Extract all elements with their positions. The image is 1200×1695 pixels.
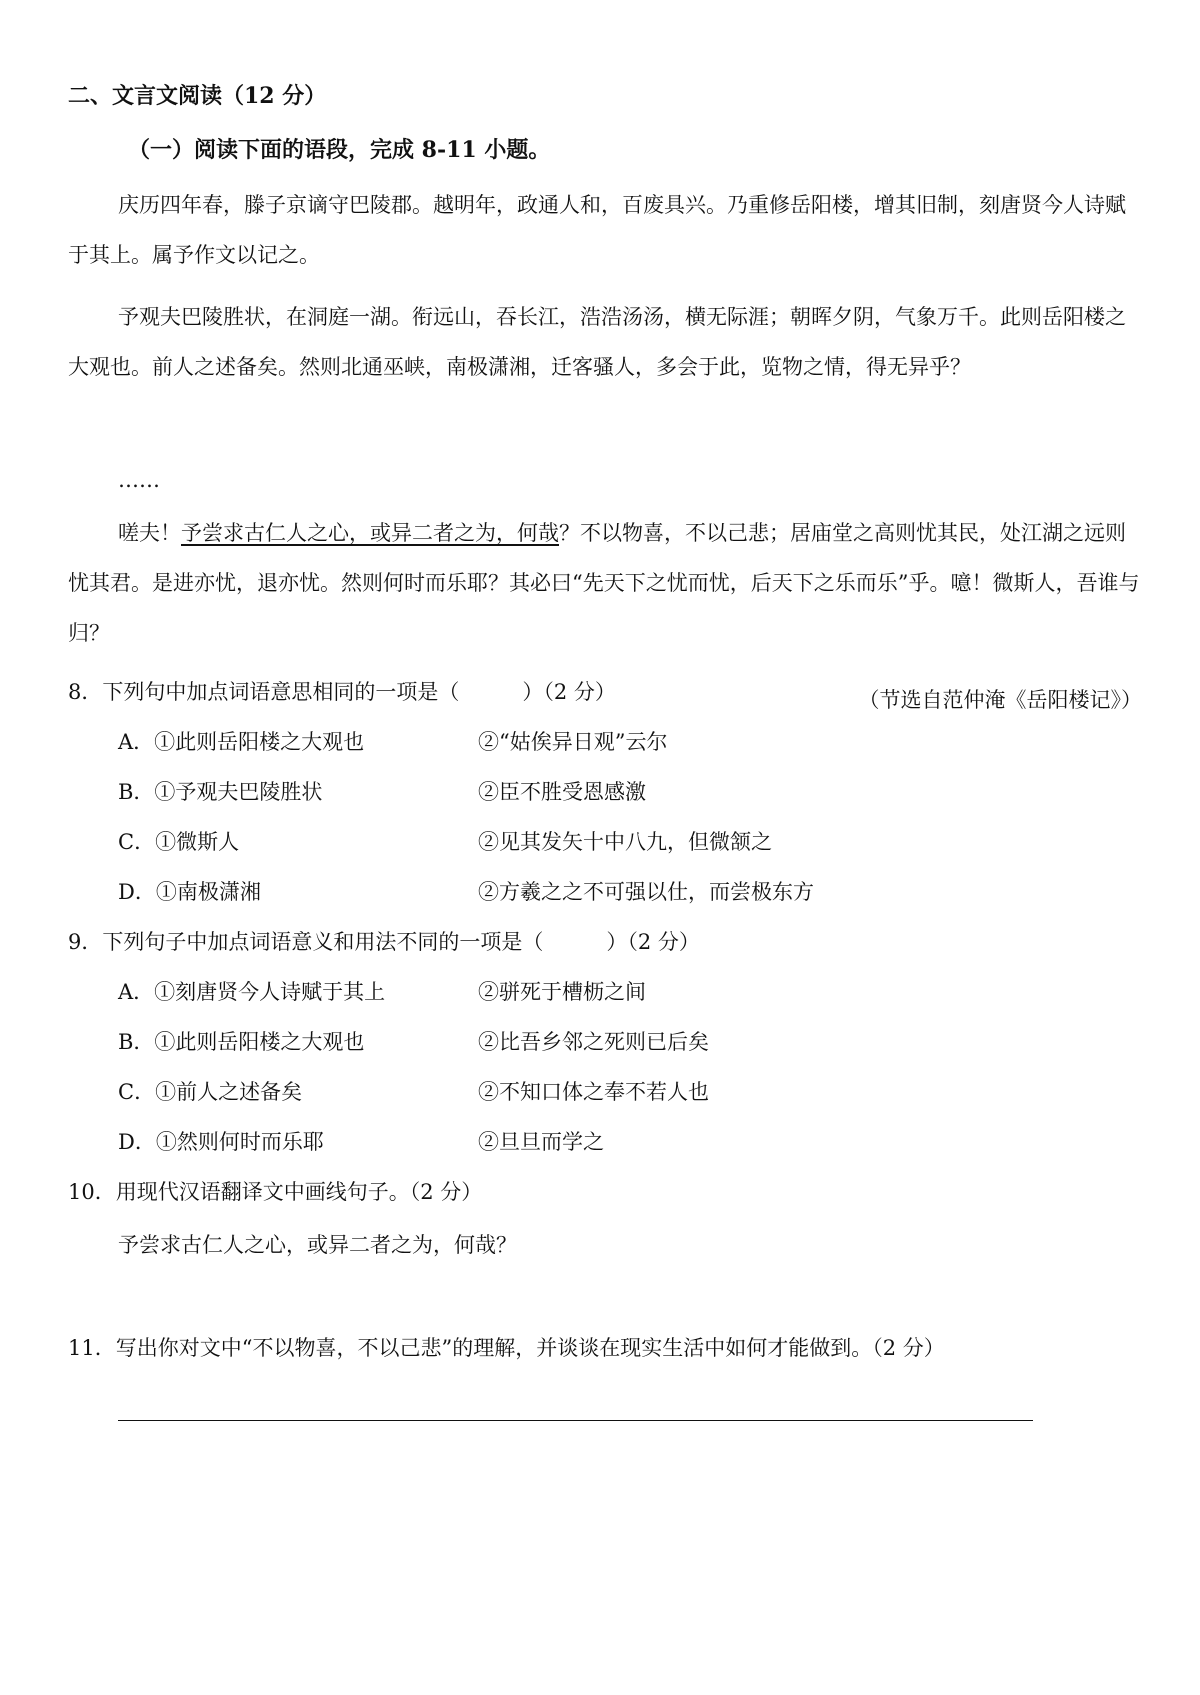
underlined-sentence: 予尝求古仁人之心，或异二者之为，何哉	[181, 521, 559, 545]
q8-option-d-1: D．①南极潇湘	[118, 880, 261, 904]
section-title: 二、文言文阅读（12 分）	[68, 83, 327, 109]
question-10-stem: 10．用现代汉语翻译文中画线句子。（2 分）	[68, 1180, 483, 1204]
q8-option-c-2: ②见其发矢十中八九，但微颔之	[478, 830, 772, 854]
q8-option-c-1: C．①微斯人	[118, 830, 240, 854]
question-9-stem: 9．下列句子中加点词语意义和用法不同的一项是（ ）（2 分）	[68, 930, 700, 954]
p4-rest: ？不以物喜，不以己悲；居庙堂之高则忧其民，处江湖之远则忧其君。是进亦忧，退亦忧。然则何时而乐耶？其必曰“先天下之忧而忧，后天下之乐而乐”乎。噫！微斯人，吾谁与归？	[68, 521, 1140, 645]
q9-option-c-1: C．①前人之述备矣	[118, 1080, 303, 1104]
passage-ellipsis: ……	[118, 468, 160, 492]
question-8-stem: 8．下列句中加点词语意思相同的一项是（ ）（2 分）	[68, 680, 616, 704]
q9-option-a-2: ②骈死于槽枥之间	[478, 980, 646, 1004]
p4-start: 嗟夫！	[118, 521, 181, 545]
q8-option-b-2: ②臣不胜受恩感激	[478, 780, 646, 804]
q9-option-b-2: ②比吾乡邻之死则已后矣	[478, 1030, 709, 1054]
q9-option-b-1: B．①此则岳阳楼之大观也	[118, 1030, 365, 1054]
q9-option-a-1: A．①刻唐贤今人诗赋于其上	[118, 980, 386, 1004]
q8-option-a-1: A．①此则岳阳楼之大观也	[118, 730, 365, 754]
q9-option-d-2: ②旦旦而学之	[478, 1130, 604, 1154]
q9-option-c-2: ②不知口体之奉不若人也	[478, 1080, 709, 1104]
q8-option-b-1: B．①予观夫巴陵胜状	[118, 780, 323, 804]
q8-option-a-2: ②“姑俟异日观”云尔	[478, 730, 668, 754]
passage-paragraph-1: 庆历四年春，滕子京谪守巴陵郡。越明年，政通人和，百废具兴。乃重修岳阳楼，增其旧制，刻唐贤今人诗赋于其上。属予作文以记之。	[68, 193, 1126, 267]
passage-paragraph-2: 予观夫巴陵胜状，在洞庭一湖。衔远山，吞长江，浩浩汤汤，横无际涯；朝晖夕阴，气象万千。此则岳阳楼之大观也。前人之述备矣。然则北通巫峡，南极潇湘，迁客骚人，多会于此，览物之情，得无异乎？	[68, 305, 1126, 379]
sub-title: （一）阅读下面的语段，完成 8-11 小题。	[128, 137, 551, 163]
answer-line[interactable]	[118, 1420, 1033, 1421]
q10-sentence: 予尝求古仁人之心，或异二者之为，何哉？	[118, 1233, 517, 1257]
passage-paragraph-4	[68, 508, 1143, 658]
q9-option-d-1: D．①然则何时而乐耶	[118, 1130, 324, 1154]
question-11-stem: 11．写出你对文中“不以物喜，不以己悲”的理解，并谈谈在现实生活中如何才能做到。（2 分）	[68, 1336, 945, 1360]
passage-source: （节选自范仲淹《岳阳楼记》）	[858, 688, 1142, 712]
q8-option-d-2: ②方羲之之不可强以仕，而尝极东方	[478, 880, 814, 904]
